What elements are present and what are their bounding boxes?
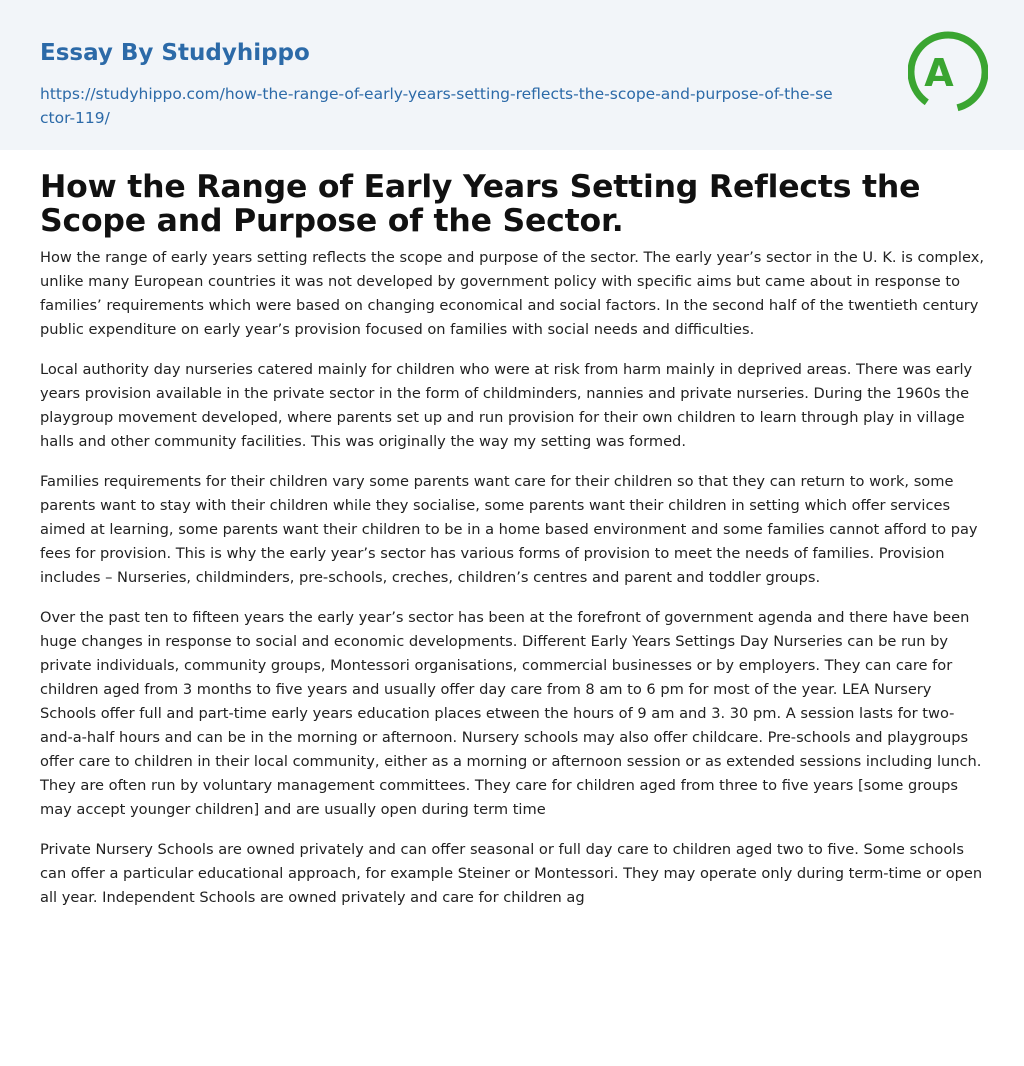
studyhippo-logo-icon[interactable] <box>908 28 988 116</box>
article-paragraph: How the range of early years setting reflects the scope and purpose of the sector. The early year’s sector in the U. K. is complex, unlike many European countries it was not developed by government policy with specific aims but came about in response to families’ requirements which were based on changing economical and social factors. In the second half of the twentieth century public expenditure on early year’s provision focused on families with social needs and difficulties. <box>40 249 984 338</box>
article-paragraph: Local authority day nurseries catered mainly for children who were at risk from harm mainly in deprived areas. There was early years provision available in the private sector in the form of childminders, nannies and private nurseries. During the 1960s the playgroup movement developed, where parents set up and run provision for their own children to learn through play in village halls and other community facilities. This was originally the way my setting was formed. <box>40 361 973 450</box>
site-brand[interactable]: Essay By Studyhippo <box>40 40 310 66</box>
article-title: How the Range of Early Years Setting Reflects the Scope and Purpose of the Sector. <box>40 169 921 239</box>
source-url-link[interactable]: https://studyhippo.com/how-the-range-of-early-years-setting-reflects-the-scope-and-purpose-of-the-sector-119/ <box>40 85 833 127</box>
article-body <box>40 170 984 926</box>
article-paragraph: Families requirements for their children vary some parents want care for their children so that they can return to work, some parents want to stay with their children while they socialise, some parents want their children in setting which offer services aimed at learning, some parents want their children to be in a home based environment and some families cannot afford to pay fees for provision. This is why the early year’s sector has various forms of provision to meet the needs of families. Provision includes – Nurseries, childminders, pre-schools, creches, children’s centres and parent and toddler groups. <box>40 473 978 586</box>
site-header <box>0 0 1024 150</box>
article-paragraph: Over the past ten to fifteen years the early year’s sector has been at the forefront of government agenda and there have been huge changes in response to social and economic developments. Different Early Years Settings Day Nurseries can be run by private individuals, community groups, Montessori organisations, commercial businesses or by employers. They can care for children aged from 3 months to five years and usually offer day care from 8 am to 6 pm for most of the year. LEA Nursery Schools offer full and part-time early years education places etween the hours of 9 am and 3. 30 pm. A session lasts for two-and-a-half hours and can be in the morning or afternoon. Nursery schools may also offer childcare. Pre-schools and playgroups offer care to children in their local community, either as a morning or afternoon session or as extended sessions including lunch. They are often run by voluntary management committees. They care for children aged from three to five years [some groups may accept younger children] and are usually open during term time <box>40 609 982 818</box>
logo-letter: A <box>924 51 954 95</box>
article-paragraph: Private Nursery Schools are owned privately and can offer seasonal or full day care to children aged two to five. Some schools can offer a particular educational approach, for example Steiner or Montessori. They may operate only during term-time or open all year. Independent Schools are owned privately and care for children ag <box>40 841 983 906</box>
